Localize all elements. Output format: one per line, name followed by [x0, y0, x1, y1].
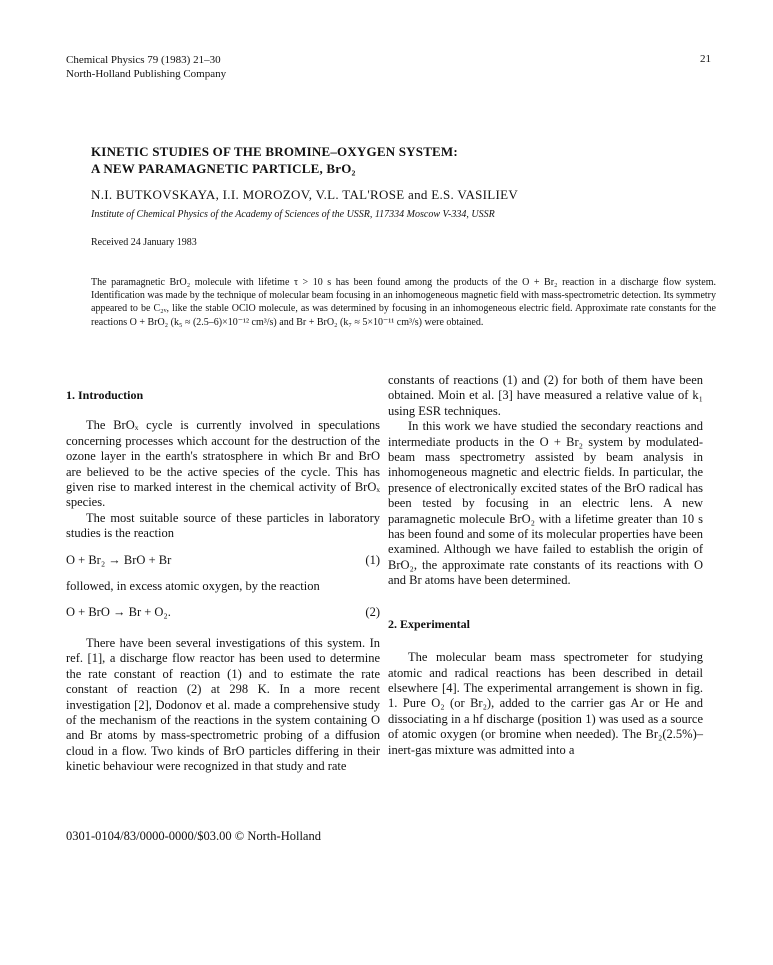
section-heading-experimental: 2. Experimental — [388, 616, 470, 631]
abstract: The paramagnetic BrO₂ molecule with lifetime τ > 10 s has been found among the products of the O + Br₂ reaction in a discharge flow system. Identification was made by the technique of molecular beam focusing in an inhomogeneous magnetic field with mass-spectrometric detection. Its symmetry appeared to be C₂ᵥ, like the stable OClO molecule, as was determined by focusing in an inhomogeneous electric field. Approximate rate constants for the reactions O + BrO₂ (k₅ ≈ (2.5–6)×10⁻¹² cm³/s) and Br + BrO₂ (k₇ ≈ 5×10⁻¹¹ cm³/s) were obtained. — [91, 277, 716, 328]
journal-citation: Chemical Physics 79 (1983) 21–30 — [66, 54, 221, 66]
publisher: North-Holland Publishing Company — [66, 68, 227, 80]
equation-1-text: O + Br₂ → BrO + Br — [66, 552, 172, 567]
intro-paragraph-1: The BrOₓ cycle is currently involved in speculations concerning processes which account for the destruction of the ozone layer in the earth's stratosphere in which Br and BrO are believed to be the active species of the cycle. This has given rise to marked interest in the chemical activity of BrOₓ species. — [66, 418, 380, 510]
page-number: 21 — [700, 53, 711, 65]
experimental-paragraph-1: The molecular beam mass spectrometer for studying atomic and radical reactions has been described in detail elsewhere [4]. The experimental arrangement is shown in fig. 1. Pure O₂ (or Br₂), added to the carrier gas Ar or He and dissociating in a hf discharge (position 1) was used as a source of atomic oxygen (or bromine when needed). The Br₂(2.5%)–inert-gas mixture was admitted into a — [388, 650, 703, 757]
right-column — [388, 373, 703, 758]
copyright-footer: 0301-0104/83/0000-0000/$03.00 © North-Holland — [66, 829, 321, 843]
equation-2-number: (2) — [365, 605, 380, 620]
authors: N.I. BUTKOVSKAYA, I.I. MOROZOV, V.L. TAL'ROSE and E.S. VASILIEV — [91, 187, 519, 202]
equation-1-number: (1) — [365, 552, 380, 567]
equation-1 — [66, 553, 380, 568]
received-date: Received 24 January 1983 — [91, 237, 197, 248]
right-paragraph-2: In this work we have studied the secondary reactions and intermediate products in the O + Br₂ system by modulated-beam mass spectrometry assisted by beam analysis in inhomogeneous magnetic and electric fields. In particular, the presence of electronically excited states of the BrO radical has been tested by focusing in an electric lens. A new paramagnetic molecule BrO₂ with a lifetime greater than 10 s has been found and some of its molecular properties have been examined. Although we have failed to establish the origin of BrO₂, the approximate rate constants of its reactions with O and Br atoms have been determined. — [388, 419, 703, 588]
right-paragraph-1: constants of reactions (1) and (2) for both of them have been obtained. Moin et al. [3] have measured a relative value of k₁ using ESR techniques. — [388, 373, 703, 418]
journal-header — [66, 53, 226, 81]
title-line-1: KINETIC STUDIES OF THE BROMINE–OXYGEN SYSTEM: — [91, 144, 458, 159]
affiliation: Institute of Chemical Physics of the Academy of Sciences of the USSR, 117334 Moscow V-334, USSR — [91, 209, 495, 220]
title-line-2: A NEW PARAMAGNETIC PARTICLE, BrO₂ — [91, 161, 356, 176]
equation-2 — [66, 605, 380, 620]
paper-title — [91, 143, 458, 177]
intro-paragraph-4: There have been several investigations of this system. In ref. [1], a discharge flow reactor has been used to determine the rate constant of reaction (1) and to estimate the rate constant of reaction (2) at 298 K. In a more recent investigation [2], Dodonov et al. made a comprehensive study of the mechanism of the reactions in the system containing O and Br atoms by mass-spectrometric probing of a diffusion cloud in a flow. Two kinds of BrO particles differing in their kinetic behaviour were recognized in that study and rate — [66, 635, 380, 774]
left-column — [66, 388, 380, 775]
intro-paragraph-2: The most suitable source of these particles in laboratory studies is the reaction — [66, 510, 380, 541]
section-heading-introduction: 1. Introduction — [66, 388, 144, 402]
equation-2-text: O + BrO → Br + O₂. — [66, 605, 171, 620]
intro-paragraph-3: followed, in excess atomic oxygen, by the reaction — [66, 579, 320, 594]
